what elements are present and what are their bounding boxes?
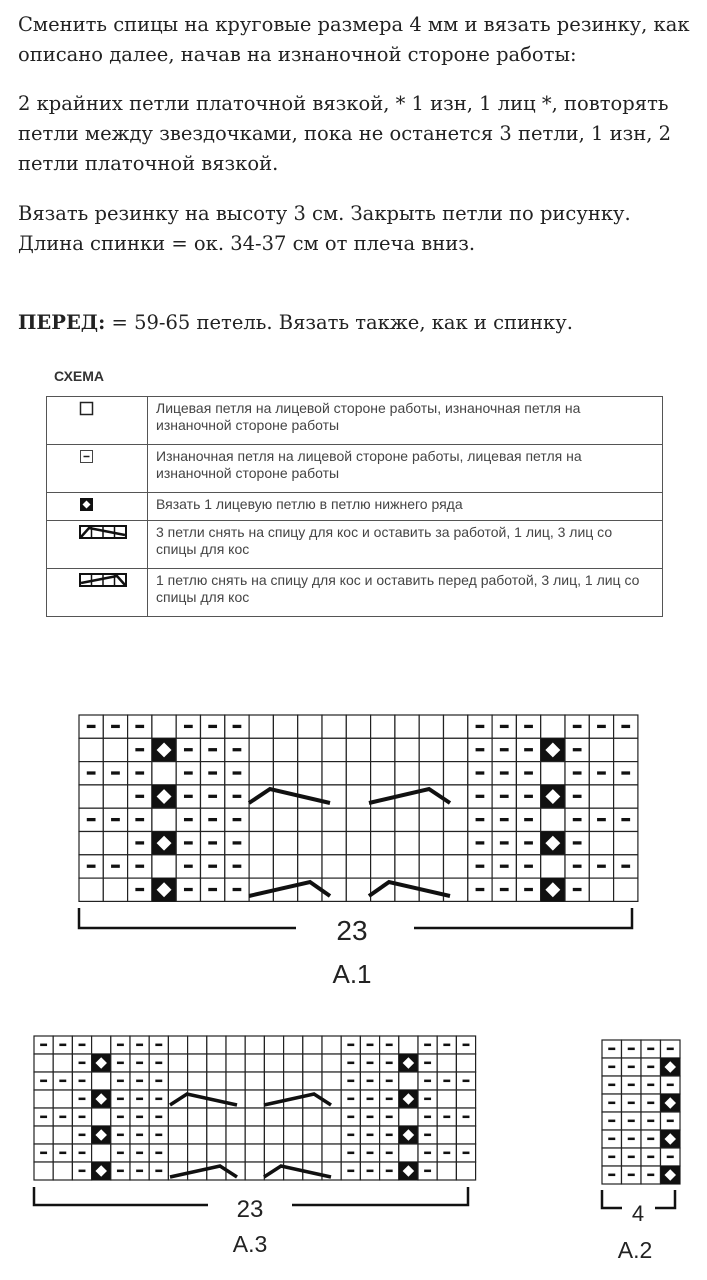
- legend-table: [46, 396, 663, 617]
- knit-square-icon: [79, 401, 95, 417]
- legend-row: [47, 521, 663, 569]
- schema-title: СХЕМА: [54, 368, 105, 384]
- purl-dash-icon: [79, 449, 95, 465]
- front-heading: ПЕРЕД:: [18, 311, 106, 334]
- cable-back-icon: [79, 525, 127, 539]
- legend-text: Лицевая петля на лицевой стороне работы, изнаночная петля на изнаночной стороне работы: [148, 397, 663, 445]
- legend-text: Вязать 1 лицевую петлю в петлю нижнего ряда: [148, 493, 663, 521]
- chart-a1-label: A.1: [332, 959, 372, 989]
- chart-a2-grid: [602, 1040, 680, 1184]
- chart-a1-count: 23: [336, 915, 368, 946]
- front-text: = 59-65 петель. Вязать также, как и спинку.: [105, 311, 573, 334]
- chart-a3-label: A.3: [232, 1231, 268, 1257]
- front-paragraph: [18, 308, 698, 338]
- chart-a2-count: 4: [631, 1201, 645, 1226]
- legend-row: [47, 445, 663, 493]
- chart-a2: [595, 1030, 695, 1270]
- paragraph-3-line-2: Длина спинки = ок. 34-37 см от плеча вниз.: [18, 232, 476, 255]
- cable-front-icon: [79, 573, 127, 587]
- paragraph-3: [18, 199, 698, 259]
- legend-row: [47, 397, 663, 445]
- chart-a2-label: A.2: [617, 1237, 653, 1263]
- paragraph-1: Сменить спицы на круговые размера 4 мм и вязать резинку, как описано далее, начав на изнаночной стороне работы:: [18, 13, 690, 66]
- paragraph-2: 2 крайних петли платочной вязкой, * 1 изн, 1 лиц *, повторять петли между звездочками, пока не останется 3 петли, 1 изн, 2 петли платочной вязкой.: [18, 92, 672, 175]
- knit-below-diamond-icon: [79, 497, 95, 513]
- legend-text: 1 петлю снять на спицу для кос и оставить перед работой, 3 лиц, 1 лиц со спицы для кос: [148, 569, 663, 617]
- chart-a1: [60, 700, 650, 1000]
- paragraph-3-line-1: Вязать резинку на высоту 3 см. Закрыть петли по рисунку.: [18, 202, 631, 225]
- legend-text: 3 петли снять на спицу для кос и оставить за работой, 1 лиц, 3 лиц со спицы для кос: [148, 521, 663, 569]
- chart-a3-count: 23: [236, 1196, 264, 1223]
- chart-a3-grid: [34, 1036, 476, 1180]
- chart-a3: [20, 1025, 490, 1265]
- chart-a1-grid: [79, 715, 638, 901]
- legend-row: [47, 493, 663, 521]
- legend-text: Изнаночная петля на лицевой стороне работы, лицевая петля на изнаночной стороне работы: [148, 445, 663, 493]
- legend-row: [47, 569, 663, 617]
